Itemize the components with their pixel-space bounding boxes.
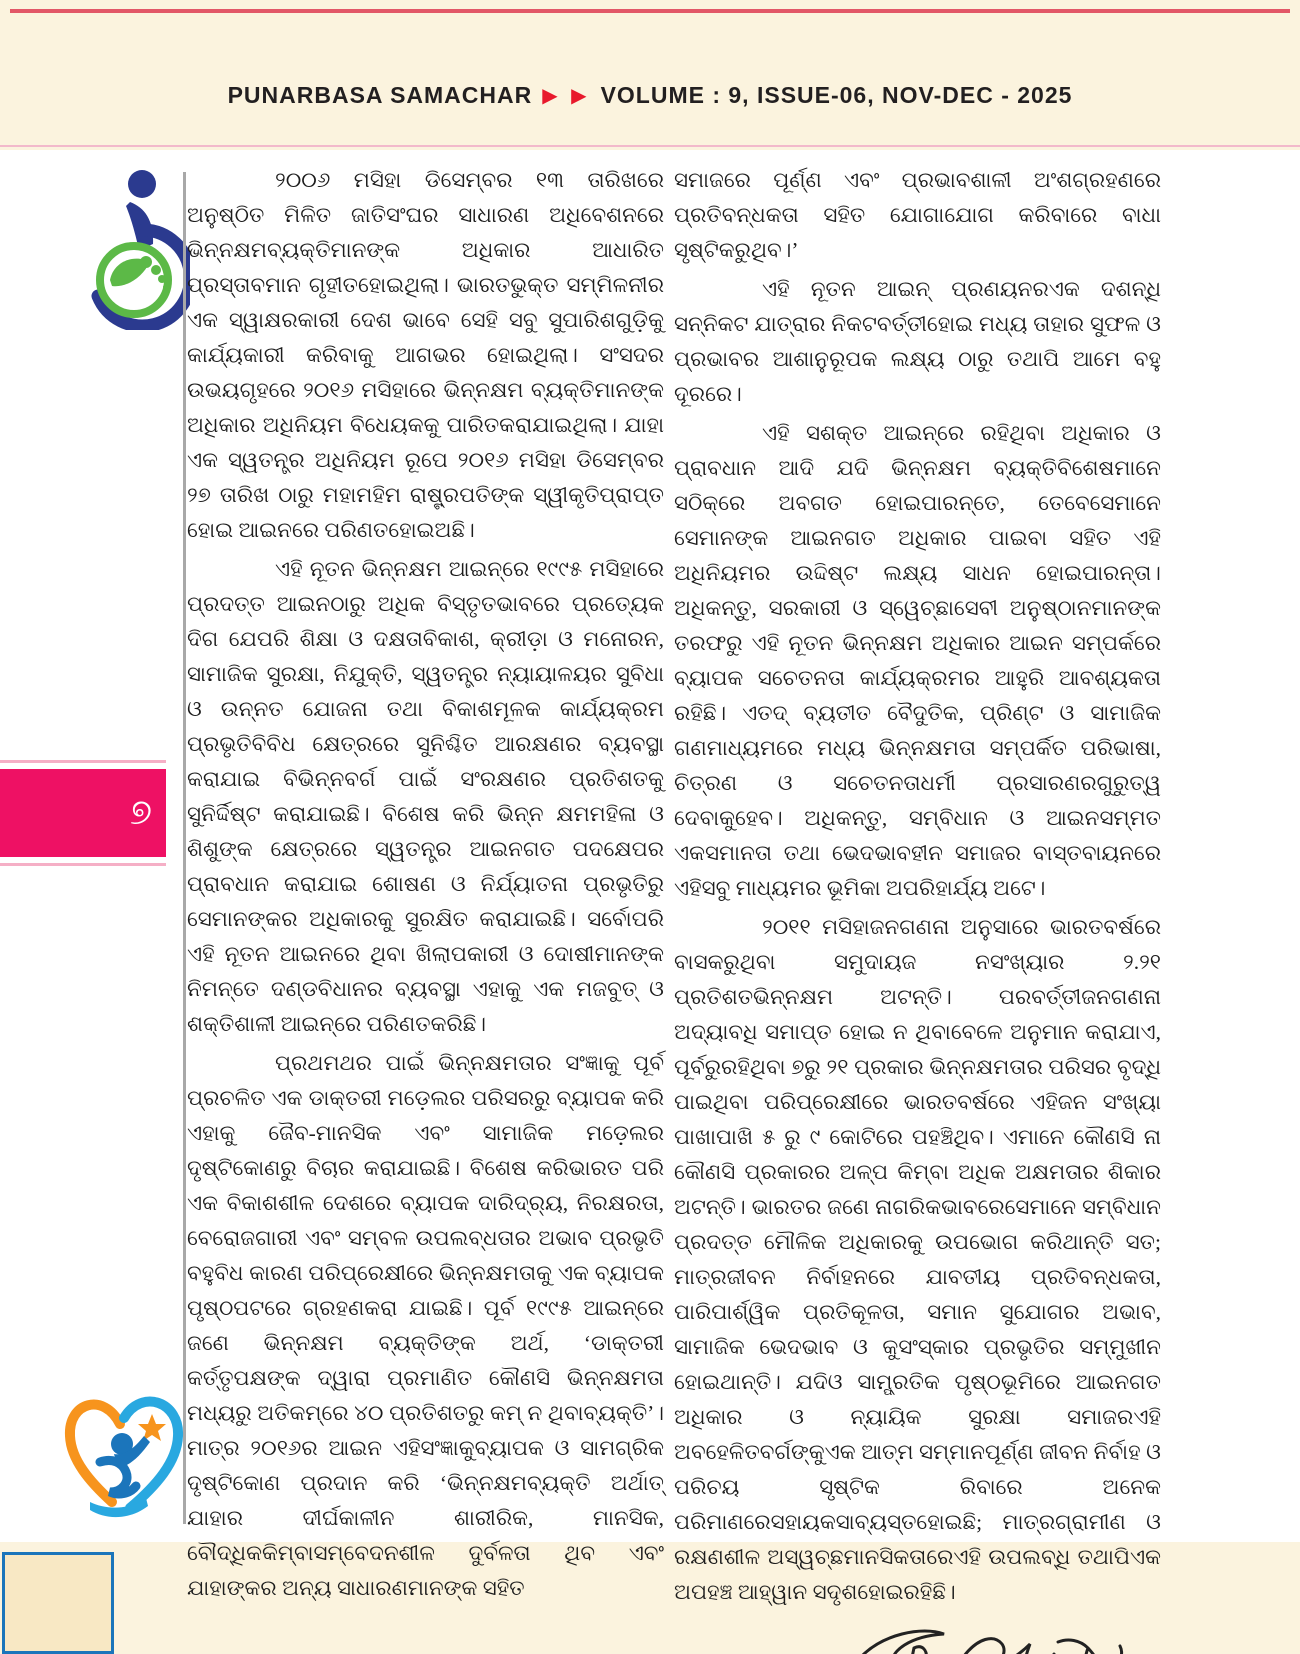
header-divider-rule (0, 145, 1300, 147)
magazine-title: PUNARBASA SAMACHAR (227, 82, 533, 108)
page-number-tab (0, 769, 166, 857)
paragraph: ୨୦୦୬ ମସିହା ଡିସେମ୍ବର ୧୩ ତାରିଖରେ ଅନୁଷ୍ଠିତ ମିଳିତ ଜାତିସଂଘର ସାଧାରଣ ଅଧିବେଶନରେ ଭିନ୍ନକ୍ଷମବ୍ୟକ୍ତିମାନଙ୍କ ଅଧିକାର ଆଧାରିତ ପ୍ରସ୍ତାବମାନ ଗୃହୀତହୋଇଥିଲା। ଭାରତଭୁକ୍ତ ସମ୍ମିଳନୀର ଏକ ସ୍ୱାକ୍ଷରକାରୀ ଦେଶ ଭାବେ ସେହି ସବୁ ସୁପାରିଶଗୁଡ଼ିକୁ କାର୍ଯ୍ୟକାରୀ କରିବାକୁ ଆଗଭର ହୋଇଥିଲା। ସଂସଦର ଉଭୟଗୃହରେ ୨୦୧୬ ମସିହାରେ ଭିନ୍ନକ୍ଷମ ବ୍ୟକ୍ତିମାନଙ୍କ ଅଧିକାର ଅଧିନିୟମ ବିଧେୟକକୁ ପାରିତକରାଯାଇଥିଲା। ଯାହା ଏକ ସ୍ୱତନ୍ତ୍ର ଅଧିନିୟମ ରୂପେ ୨୦୧୬ ମସିହା ଡିସେମ୍ବର ୨୭ ତାରିଖ ଠାରୁ ମହାମହିମ ରାଷ୍ଟ୍ରପତିଙ୍କ ସ୍ୱୀକୃତିପ୍ରାପ୍ତ ହୋଇ ଆଇନରେ ପରିଣତହୋଇଅଛି। (187, 168, 664, 542)
heart-person-star-icon (60, 1386, 188, 1528)
text-column-right (674, 163, 1161, 1654)
forward-arrows-icon: ▶ ▶ (542, 85, 591, 107)
issue-info: VOLUME : 9, ISSUE-06, NOV-DEC - 2025 (600, 82, 1073, 108)
paragraph: ସମାଜରେ ପୂର୍ଣ୍ଣ ଏବଂ ପ୍ରଭାବଶାଳୀ ଅଂଶଗ୍ରହଣରେ ପ୍ରତିବନ୍ଧକତା ସହିତ ଯୋଗାଯୋଗ କରିବାରେ ବାଧା ସୃଷ୍ଟିକରୁଥିବ।’ (674, 168, 1161, 262)
page-tab-top-line (0, 760, 166, 763)
paragraph: ପ୍ରଥମଥର ପାଇଁ ଭିନ୍ନକ୍ଷମତାର ସଂଜ୍ଞାକୁ ପୂର୍ବ ପ୍ରଚଳିତ ଏକ ଡାକ୍ତରୀ ମଡ଼େଲର ପରିସରରୁ ବ୍ୟାପକ କରି ଏହାକୁ ଜୈବ-ମାନସିକ ଏବଂ ସାମାଜିକ ମଡ଼େଲର ଦୃଷ୍ଟିକୋଣରୁ ବିଚାର କରାଯାଇଛି। ବିଶେଷ କରିଭାରତ ପରି ଏକ ବିକାଶଶୀଳ ଦେଶରେ ବ୍ୟାପକ ଦାରିଦ୍ର୍ୟ, ନିରକ୍ଷରତା, ବେରୋଜଗାରୀ ଏବଂ ସମ୍ବଳ ଉପଲବ୍ଧତାର ଅଭାବ ପ୍ରଭୃତି ବହୁବିଧ କାରଣ ପରିପ୍ରେକ୍ଷୀରେ ଭିନ୍ନକ୍ଷମତାକୁ ଏକ ବ୍ୟାପକ ପୃଷ୍ଠପଟରେ ଗ୍ରହଣକରା ଯାଇଛି। ପୂର୍ବ ୧୯୯୫ ଆଇନ୍‌ରେ ଜଣେ ଭିନ୍ନକ୍ଷମ ବ୍ୟକ୍ତିଙ୍କ ଅର୍ଥ, ‘ଡାକ୍ତରୀ କର୍ତ୍ତୃପକ୍ଷଙ୍କ ଦ୍ୱାରା ପ୍ରମାଣିତ କୌଣସି ଭିନ୍ନକ୍ଷମତା ମଧ୍ୟରୁ ଅତିକମ୍‌ରେ ୪୦ ପ୍ରତିଶତରୁ କମ୍ ନ ଥିବାବ୍ୟକ୍ତି’। ମାତ୍ର ୨୦୧୬ର ଆଇନ ଏହିସଂଜ୍ଞାକୁବ୍ୟାପକ ଓ ସାମଗ୍ରିକ ଦୃଷ୍ଟିକୋଣ ପ୍ରଦାନ କରି ‘ଭିନ୍ନକ୍ଷମବ୍ୟକ୍ତି ଅର୍ଥାତ୍ ଯାହାର ଦୀର୍ଘକାଳୀନ ଶାରୀରିକ, ମାନସିକ, ବୌଦ୍ଧିକକିମ୍ବାସମ୍ବେଦନଶୀଳ ଦୁର୍ବଳତା ଥିବ ଏବଂ ଯାହାଙ୍କର ଅନ୍ୟ ସାଧାରଣମାନଙ୍କ ସହିତ (187, 1051, 664, 1600)
text-column-left (187, 163, 664, 1610)
paragraph: ଏହି ନୂତନ ଭିନ୍ନକ୍ଷମ ଆଇନ୍‌ରେ ୧୯୯୫ ମସିହାରେ ପ୍ରଦତ୍ତ ଆଇନଠାରୁ ଅଧିକ ବିସ୍ତୃତଭାବରେ ପ୍ରତ୍ୟେକ ଦିଗ ଯେପରି ଶିକ୍ଷା ଓ ଦକ୍ଷତାବିକାଶ, କ୍ରୀଡ଼ା ଓ ମନୋରନ, ସାମାଜିକ ସୁରକ୍ଷା, ନିଯୁକ୍ତି, ସ୍ୱତନ୍ତ୍ର ନ୍ୟାୟାଳୟର ସୁବିଧା ଓ ଉନ୍ନତ ଯୋଜନା ତଥା ବିକାଶମୂଳକ କାର୍ଯ୍ୟକ୍ରମ ପ୍ରଭୃତିବିବିଧ କ୍ଷେତ୍ରରେ ସୁନିଶ୍ଚିତ ଆରକ୍ଷଣର ବ୍ୟବସ୍ଥା କରାଯାଇ ବିଭିନ୍ନବର୍ଗ ପାଇଁ ସଂରକ୍ଷଣର ପ୍ରତିଶତକୁ ସୁନିର୍ଦ୍ଦିଷ୍ଟ କରାଯାଇଛି। ବିଶେଷ କରି ଭିନ୍ନ କ୍ଷମମହିଳା ଓ ଶିଶୁଙ୍କ କ୍ଷେତ୍ରରେ ସ୍ୱତନ୍ତ୍ର ଆଇନଗତ ପଦକ୍ଷେପର ପ୍ରାବଧାନ କରାଯାଇ ଶୋଷଣ ଓ ନିର୍ଯ୍ୟାତନା ପ୍ରଭୃତିରୁ ସେମାନଙ୍କର ଅଧିକାରକୁ ସୁରକ୍ଷିତ କରାଯାଇଛି। ସର୍ବୋପରି ଏହି ନୂତନ ଆଇନରେ ଥିବା ଖିଲାପକାରୀ ଓ ଦୋଷୀମାନଙ୍କ ନିମନ୍ତେ ଦଣ୍ଡବିଧାନର ବ୍ୟବସ୍ଥା ଏହାକୁ ଏକ ମଜବୁତ୍ ଓ ଶକ୍ତିଶାଳୀ ଆଇନ୍‌ରେ ପରିଣତକରିଛି। (187, 557, 664, 1036)
page-header (0, 82, 1300, 109)
heart-care-logo (60, 1386, 188, 1528)
star-icon (138, 1414, 166, 1441)
page-tab-bottom-line (0, 863, 166, 866)
paragraph: ଏହି ନୂତନ ଆଇନ୍ ପ୍ରଣୟନରଏକ ଦଶନ୍ଧି ସନ୍ନିକଟ ଯାତ୍ରାର ନିକଟବର୍ତ୍ତୀହୋଇ ମଧ୍ୟ ତାହାର ସୁଫଳ ଓ ପ୍ରଭାବର ଆଶାନୁରୂପକ ଲକ୍ଷ୍ୟ ଠାରୁ ତଥାପି ଆମେ ବହୁ ଦୂରରେ। (674, 277, 1161, 406)
paragraph: ଏହି ସଶକ୍ତ ଆଇନ୍‌ରେ ରହିଥିବା ଅଧିକାର ଓ ପ୍ରାବଧାନ ଆଦି ଯଦି ଭିନ୍ନକ୍ଷମ ବ୍ୟକ୍ତିବିଶେଷମାନେ ସଠିକ୍‌ରେ ଅବଗତ ହୋଇପାରନ୍ତେ, ତେବେସେମାନେ ସେମାନଙ୍କ ଆଇନଗତ ଅଧିକାର ପାଇବା ସହିତ ଏହି ଅଧିନିୟମର ଉଦ୍ଦିଷ୍ଟ ଲକ୍ଷ୍ୟ ସାଧନ ହୋଇପାରନ୍ତା। ଅଧିକନ୍ତୁ, ସରକାରୀ ଓ ସ୍ୱେଚ୍ଛାସେବୀ ଅନୁଷ୍ଠାନମାନଙ୍କ ତରଫରୁ ଏହି ନୂତନ ଭିନ୍ନକ୍ଷମ ଅଧିକାର ଆଇନ ସମ୍ପର୍କରେ ବ୍ୟାପକ ସଚେତନତା କାର୍ଯ୍ୟକ୍ରମର ଆହୁରି ଆବଶ୍ୟକତା ରହିଛି। ଏତଦ୍ ବ୍ୟତୀତ ବୈଦୁତିକ, ପ୍ରିଣ୍ଟ ଓ ସାମାଜିକ ଗଣମାଧ୍ୟମରେ ମଧ୍ୟ ଭିନ୍ନକ୍ଷମତା ସମ୍ପର୍କିତ ପରିଭାଷା, ଚିତ୍ରଣ ଓ ସଚେତନତାଧର୍ମୀ ପ୍ରସାରଣରଗୁରୁତ୍ୱ ଦେବାକୁହେବ। ଅଧିକନ୍ତୁ, ସମ୍ବିଧାନ ଓ ଆଇନସମ୍ମତ ଏକସମାନତା ତଥା ଭେଦଭାବହୀନ ସମାଜର ବାସ୍ତବାୟନରେ ଏହିସବୁ ମାଧ୍ୟମର ଭୂମିକା ଅପରିହାର୍ଯ୍ୟ ଅଟେ। (674, 421, 1161, 900)
footer-box (2, 1552, 114, 1654)
page-number: ୭ (129, 792, 152, 833)
column-rail-divider (183, 172, 186, 1524)
author-signature (852, 1616, 1132, 1654)
disability-wheelchair-logo (84, 166, 190, 330)
top-border-rule (10, 9, 1290, 13)
wheelchair-leaf-icon (84, 166, 190, 330)
paragraph: ୨୦୧୧ ମସିହାଜନଗଣନା ଅନୁସାରେ ଭାରତବର୍ଷରେ ବାସକରୁଥିବା ସମୁଦାୟଜ ନସଂଖ୍ୟାର ୨.୨୧ ପ୍ରତିଶତଭିନ୍ନକ୍ଷମ ଅଟନ୍ତି। ପରବର୍ତ୍ତୀଜନଗଣନା ଅଦ୍ୟାବଧି ସମାପ୍ତ ହୋଇ ନ ଥିବାବେଳେ ଅନୁମାନ କରାଯାଏ, ପୂର୍ବରୁରହିଥିବା ୭ରୁ ୨୧ ପ୍ରକାର ଭିନ୍ନକ୍ଷମତାର ପରିସର ବୃଦ୍ଧି ପାଇଥିବା ପରିପ୍ରେକ୍ଷୀରେ ଭାରତବର୍ଷରେ ଏହିଜନ ସଂଖ୍ୟା ପାଖାପାଖି ୫ ରୁ ୯ କୋଟିରେ ପହଞ୍ଚିଥିବ। ଏମାନେ କୌଣସି ନା କୌଣସି ପ୍ରକାରର ଅଳ୍ପ କିମ୍ବା ଅଧିକ ଅକ୍ଷମତାର ଶିକାର ଅଟନ୍ତି। ଭାରତର ଜଣେ ନାଗରିକଭାବରେସେମାନେ ସମ୍ବିଧାନ ପ୍ରଦତ୍ତ ମୌଳିକ ଅଧିକାରକୁ ଉପଭୋଗ କରିଥାନ୍ତି ସତ; ମାତ୍ରଜୀବନ ନିର୍ବାହନରେ ଯାବତୀୟ ପ୍ରତିବନ୍ଧକତା, ପାରିପାର୍ଶ୍ୱିକ ପ୍ରତିକୂଳତା, ସମାନ ସୁଯୋଗର ଅଭାବ, ସାମାଜିକ ଭେଦଭାବ ଓ କୁସଂସ୍କାର ପ୍ରଭୃତିର ସମ୍ମୁଖୀନ ହୋଇଥାନ୍ତି। ଯଦିଓ ସାମ୍ପ୍ରତିକ ପୃଷ୍ଠଭୂମିରେ ଆଇନଗତ ଅଧିକାର ଓ ନ୍ୟାୟିକ ସୁରକ୍ଷା ସମାଜରଏହି ଅବହେଳିତବର୍ଗଙ୍କୁଏକ ଆତ୍ମ ସମ୍ମାନପୂର୍ଣ୍ଣ ଜୀବନ ନିର୍ବାହ ଓ ପରିଚୟ ସୃଷ୍ଟିକ ରିବାରେ ଅନେକ ପରିମାଣରେସହାୟକସାବ୍ୟସ୍ତହୋଇଛି; ମାତ୍ରଗ୍ରାମୀଣ ଓ ରକ୍ଷଣଶୀଳ ଅସ୍ୱଚ୍ଛମାନସିକତାରେଏହି ଉପଲବ୍ଧି ତଥାପିଏକ ଅପହଞ୍ଚ ଆହ୍ୱାନ ସଦୃଶହୋଇରହିଛି। (674, 915, 1161, 1604)
handwritten-signature-icon (852, 1616, 1132, 1654)
